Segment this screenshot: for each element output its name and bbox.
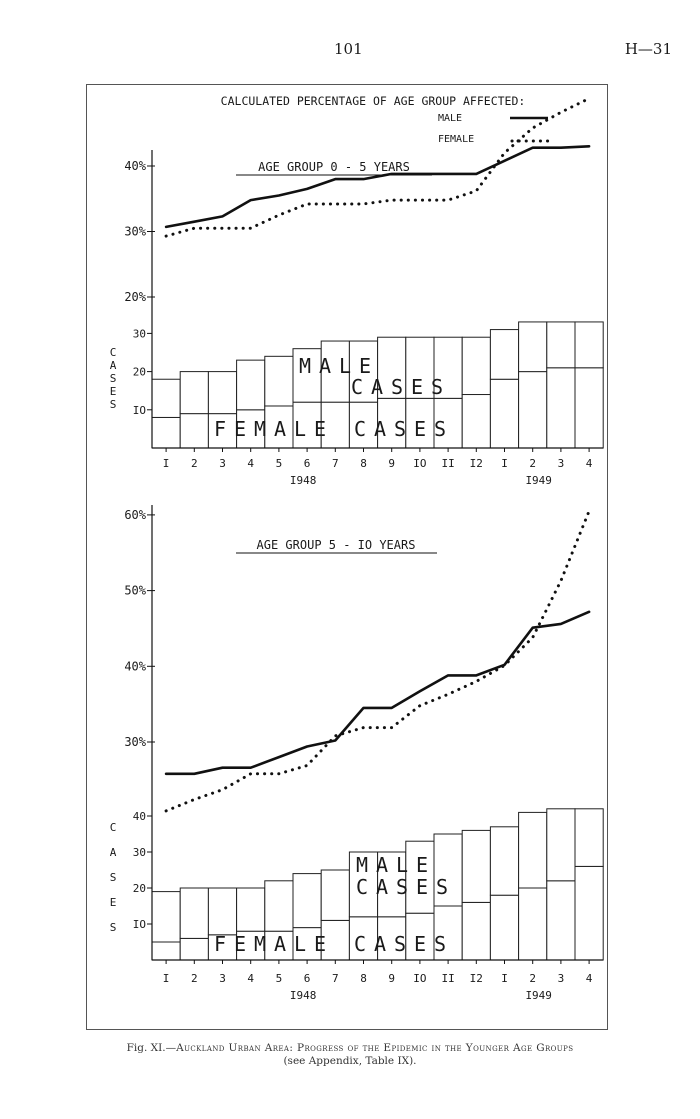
panel2-female-bar [490,895,518,960]
panel1-female-cases-letter: E [413,417,427,441]
panel2-male-cases-letter: E [415,853,429,877]
panel2-male-line [166,612,589,774]
panel2-male-bar [547,809,575,881]
panel2-male-bar [490,827,518,895]
panel2-female-cases-letter: E [413,932,427,956]
panel2-female-bar [575,866,603,960]
panel1-month-label: 2 [190,457,198,470]
panel2-pct-tick-label: 30% [124,735,146,749]
panel1-female-cases-letter: C [353,417,367,441]
panel2-male-cases-letter: C [355,875,369,899]
legend-female-label: FEMALE [438,134,475,145]
panel1-male-cases-letter: A [370,375,384,399]
panel1-month-label: I2 [469,457,483,470]
caption-prefix: Fig. XI.— [126,1042,177,1054]
panel2-female-cases-letter: S [393,932,407,956]
panel2-title: AGE GROUP 5 - IO YEARS [256,538,416,552]
panel1-female-bar [490,379,518,448]
panel1-month-label: II [441,457,455,470]
legend-title: CALCULATED PERCENTAGE OF AGE GROUP AFFECTED: [220,94,526,108]
panel2-month-label: 2 [529,972,537,985]
panel1-male-line [166,146,589,227]
panel1-male-bar [575,322,603,368]
panel1-cases-axis-letter: S [109,398,117,411]
panel1-female-bar [462,395,490,448]
panel2-male-bar [152,892,180,942]
panel2-male-bar [293,874,321,928]
panel1-month-label: 9 [388,457,396,470]
panel2-cases-axis-letter: A [109,846,117,859]
panel1-female-cases-letter: A [273,417,287,441]
panel2-month-label: I2 [469,972,483,985]
panel2-pct-tick-label: 40% [124,659,146,674]
panel1-female-bar [152,417,180,448]
panel2-female-cases-letter: L [293,932,307,956]
panel2-female-cases-letter: S [433,932,447,956]
document-reference: H—31 [624,40,672,58]
panel2-female-bar [547,881,575,960]
panel2-male-cases-letter: S [395,875,409,899]
panel1-pct-tick-label: 30% [124,224,146,239]
panel1-female-cases-letter: E [313,417,327,441]
panel1-female-bar [180,414,208,448]
panel2-male-cases-letter: S [435,875,449,899]
panel1-month-label: 8 [360,457,367,470]
panel2-cases-axis-letter: C [109,821,117,834]
panel2-pct-tick-label: 60% [124,507,146,522]
panel1-year-1949: I949 [525,474,552,487]
panel1-male-cases-letter: L [338,354,352,378]
panel2-month-label: 3 [219,972,226,985]
panel1-male-cases-letter: A [318,354,332,378]
figure-caption [0,1042,700,1068]
panel2-male-bar [462,830,490,902]
panel2-female-cases-letter: C [353,932,367,956]
panel2-female-cases-letter: E [313,932,327,956]
panel2-female-bar [152,942,180,960]
panel1-month-label: I [162,457,170,470]
panel1-month-label: 4 [585,457,593,470]
panel2-month-label: IO [413,972,427,985]
panel1-female-bar [547,368,575,448]
panel1-male-bar [547,322,575,368]
panel2-cases-axis-letter: E [109,896,117,909]
panel2-male-cases-letter: A [375,875,389,899]
panel2-male-bar [208,888,236,935]
panel1-female-cases-letter: A [373,417,387,441]
panel2-female-cases-letter: A [273,932,287,956]
panel2-month-label: 6 [303,972,311,985]
panel2-male-cases-letter: A [375,853,389,877]
panel1-female-cases-letter: S [433,417,447,441]
panel1-month-label: 6 [303,457,311,470]
panel1-title: AGE GROUP 0 - 5 YEARS [258,160,410,174]
panel1-month-label: 3 [219,457,226,470]
panel1-year-1948: I948 [289,474,317,487]
panel2-cases-axis-letter: S [109,871,117,884]
panel1-male-bar [180,372,208,414]
panel2-female-bar [180,938,208,960]
panel2-male-bar [265,881,293,931]
panel1-male-bar [152,379,180,417]
panel1-male-bar [265,356,293,406]
panel1-female-cases-letter: M [253,417,267,441]
panel2-male-bar [237,888,265,931]
panel1-month-label: 5 [275,457,283,470]
panel1-cases-tick-label: IO [132,403,146,417]
panel2-month-label: 4 [585,972,593,985]
panel2-cases-tick-label: 40 [132,810,146,823]
panel2-month-label: 4 [247,972,255,985]
panel2-month-label: 8 [360,972,367,985]
panel1-cases-axis-letter: E [109,385,117,398]
panel2-cases-tick-label: IO [132,918,146,931]
panel2-month-label: 2 [190,972,198,985]
panel1-female-cases-letter: F [213,417,227,441]
panel2-month-label: I [162,972,170,985]
panel1-month-label: 7 [331,457,339,470]
panel1-male-cases-letter: C [350,375,364,399]
legend-male-label: MALE [438,113,463,124]
panel1-male-bar [519,322,547,372]
panel1-female-bar [575,368,603,448]
panel2-male-bar [321,870,349,920]
panel1-cases-axis-letter: C [109,346,117,359]
panel2-male-cases-letter: E [415,875,429,899]
panel1-month-label: 4 [247,457,255,470]
panel2-month-label: II [441,972,455,985]
page-number: 101 [334,40,363,58]
panel1-cases-axis-letter: S [109,372,117,385]
panel1-male-cases-letter: S [390,375,404,399]
panel1-male-cases-letter: S [430,375,444,399]
panel2-cases-tick-label: 20 [132,882,146,895]
panel1-male-bar [490,330,518,380]
panel2-male-cases-letter: M [355,853,369,877]
series-lines [166,99,589,811]
panel2-male-cases-letter: L [395,853,409,877]
panel1-cases-tick-label: 20 [132,365,146,379]
panel2-female-bar [519,888,547,960]
panel1-male-cases-letter: M [298,354,312,378]
panel1-month-label: IO [413,457,427,470]
panel1-month-label: I [501,457,508,470]
panel2-year-1949: I949 [525,989,552,1002]
panel2-month-label: I [501,972,508,985]
panel1-female-bar [519,372,547,448]
panel1-male-bar [462,337,490,394]
panel1-female-cases-letter: E [233,417,247,441]
panel2-female-cases-letter: E [233,932,247,956]
panel2-male-bar [180,888,208,938]
panel2-female-cases-letter: F [213,932,227,956]
panel2-female-bar [462,902,490,960]
panel1-male-bar [208,372,236,414]
panel1-cases-axis-letter: A [109,359,117,372]
panel2-male-bar [519,812,547,888]
panel1-male-cases-letter: E [410,375,424,399]
panel1-male-cases-letter: E [358,354,372,378]
panel2-year-1948: I948 [289,989,317,1002]
panel2-month-label: 5 [275,972,283,985]
panel2-cases-tick-label: 30 [132,846,146,859]
panel2-cases-axis-letter: S [109,921,117,934]
panel1-pct-tick-label: 40% [124,159,146,173]
panel2-month-label: 7 [331,972,339,985]
panel1-cases-tick-label: 30 [132,327,146,341]
caption-line2: (see Appendix, Table IX). [283,1055,417,1067]
panel1-pct-tick-label: 20% [124,290,146,304]
caption-text: Auckland Urban Area: Progress of the Epidemic in the Younger Age Groups [176,1042,574,1054]
panel1-male-bar [237,360,265,410]
panel2-female-cases-letter: A [373,932,387,956]
panel1-female-cases-letter: L [293,417,307,441]
panel1-month-label: 3 [557,457,565,470]
panel2-month-label: 9 [388,972,396,985]
panel2-month-label: 3 [557,972,565,985]
panel2-female-cases-letter: M [253,932,267,956]
panel2-female-line [166,511,589,811]
panel2-male-bar [575,809,603,867]
panel1-female-cases-letter: S [393,417,407,441]
panel1-month-label: 2 [529,457,537,470]
panel2-pct-tick-label: 50% [124,583,146,598]
